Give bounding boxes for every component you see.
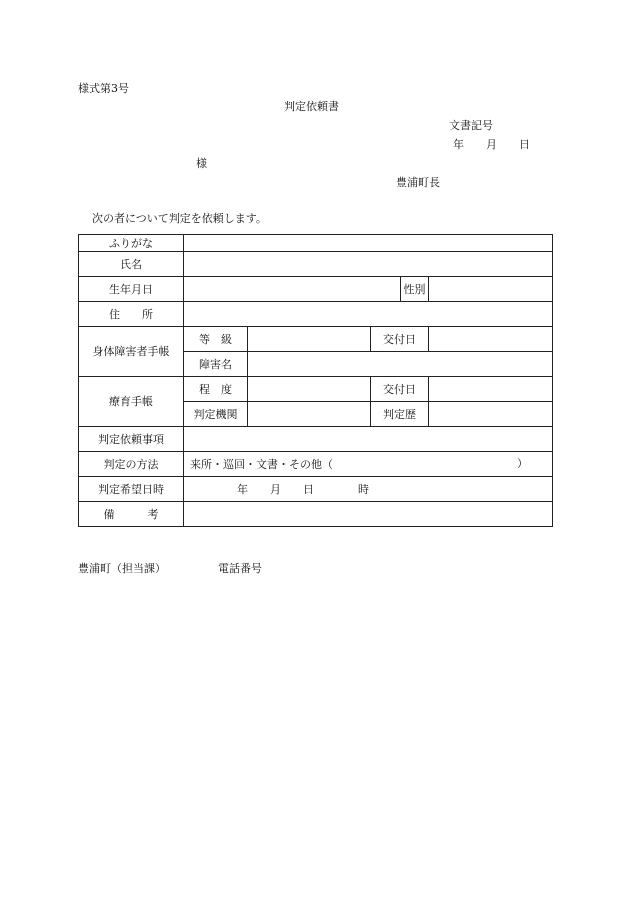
issue-date-label: 交付日 [371,327,429,352]
method-label: 判定の方法 [79,452,184,477]
document-number-label: 文書記号 [449,119,493,132]
request-matter-label: 判定依頼事項 [79,427,184,452]
address-field[interactable] [184,302,553,327]
judging-agency-field[interactable] [248,402,371,427]
ryoiku-handbook-row-1 [79,377,553,402]
furigana-row [79,235,553,252]
desired-datetime-field[interactable]: 年 月 日 時 [184,477,553,502]
issue-date-line: 年 月 日 [453,138,530,151]
address-label: 住 所 [79,302,184,327]
physical-handbook-row-1 [79,327,553,352]
addressee-suffix: 様 [196,157,207,170]
intro-text: 次の者について判定を依頼します。 [92,212,267,225]
request-matter-field[interactable] [184,427,553,452]
judgment-history-field[interactable] [429,402,553,427]
furigana-label: ふりがな [79,235,184,252]
request-matter-row [79,427,553,452]
desired-datetime-label: 判定希望日時 [79,477,184,502]
issue-date-field[interactable] [429,327,553,352]
method-close-paren: ） [517,457,529,470]
name-field[interactable] [184,252,553,277]
method-row [79,452,553,477]
remarks-label: 備 考 [79,502,184,527]
birthdate-label: 生年月日 [79,277,184,302]
method-options: 来所・巡回・文書・その他（ [190,457,333,471]
degree-field[interactable] [248,377,371,402]
judging-agency-label: 判定機関 [184,402,248,427]
furigana-field[interactable] [184,235,553,252]
sender-name: 豊浦町長 [396,176,440,189]
birthdate-row [79,277,553,302]
footer-department: 豊浦町（担当課） [78,562,166,575]
document-title: 判定依頼書 [284,100,339,113]
form-number: 様式第3号 [78,82,129,95]
request-form-table [78,234,553,527]
issue-date-2-label: 交付日 [371,377,429,402]
remarks-field[interactable] [184,502,553,527]
birthdate-field[interactable] [184,277,401,302]
address-row [79,302,553,327]
ryoiku-handbook-label: 療育手帳 [79,377,184,427]
name-row [79,252,553,277]
grade-field[interactable] [248,327,371,352]
judgment-history-label: 判定歴 [371,402,429,427]
degree-label: 程 度 [184,377,248,402]
method-field[interactable] [184,452,553,477]
remarks-row [79,502,553,527]
name-label: 氏名 [79,252,184,277]
disability-name-label: 障害名 [184,352,248,377]
disability-name-field[interactable] [248,352,553,377]
physical-handbook-label: 身体障害者手帳 [79,327,184,377]
sex-label: 性別 [401,277,429,302]
desired-datetime-row [79,477,553,502]
footer-phone-label: 電話番号 [218,562,262,575]
issue-date-2-field[interactable] [429,377,553,402]
sex-field[interactable] [429,277,553,302]
grade-label: 等 級 [184,327,248,352]
